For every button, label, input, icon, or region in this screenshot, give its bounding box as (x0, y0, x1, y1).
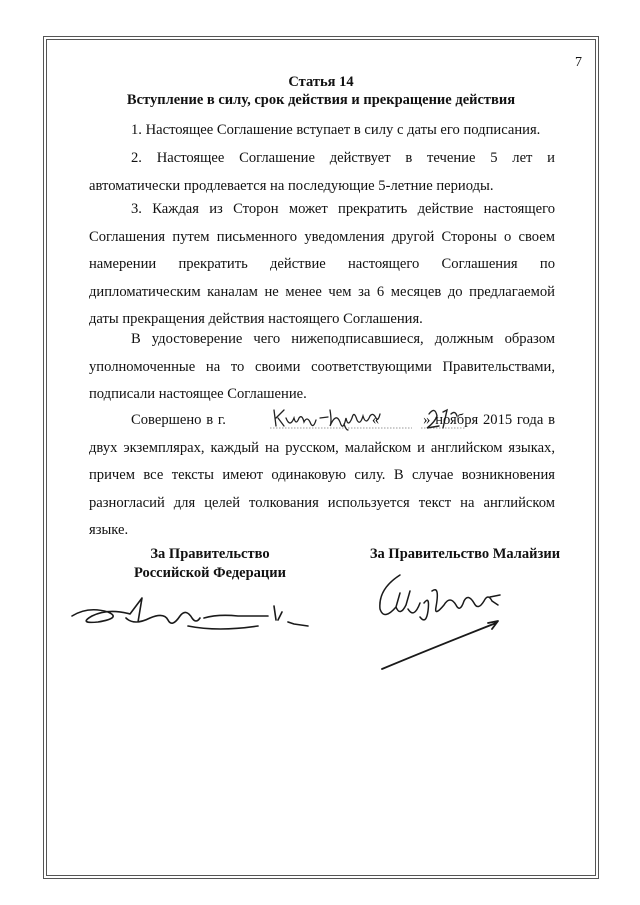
signing-prefix: Совершено в г. (131, 412, 226, 428)
article-title: Статья 14 (288, 74, 354, 90)
page-number: 7 (575, 55, 582, 70)
day-open-quote: « (371, 412, 380, 428)
paragraph-2: 2. Настоящее Соглашение действует в течение 5 лет и автоматически продлевается на последующие 5-летние периоды. (89, 150, 555, 194)
day-close-quote: » (423, 412, 431, 428)
paragraph-3: 3. Каждая из Сторон может прекратить действие настоящего Соглашения путем письменного уведомления другой Стороны о своем намерении прекратить действие настоящего Соглашения по дипломатическим каналам не менее чем за 6 месяцев до предлагаемой даты прекращения действия настоящего Соглашения. (89, 201, 555, 327)
signing-rest: ноября 2015 года в двух экземплярах, каждый на русском, малайском и английском языках, причем все тексты имеют одинаковую силу. В случае возникновения разногласий для целей толкования используется текст на английском языке. (89, 412, 555, 538)
paragraph-4: В удостоверение чего нижеподписавшиеся, должным образом уполномоченные на то своими соответствующими Правительствами, подписали настоящее Соглашение. (89, 331, 555, 402)
signatory-russia (110, 545, 310, 583)
signatory-russia-line2: Российской Федерации (133, 565, 286, 581)
signatory-malaysia: За Правительство Малайзии (369, 546, 561, 562)
article-subtitle: Вступление в силу, срок действия и прекращение действия (126, 92, 516, 108)
signature-russia (68, 592, 318, 642)
handwritten-day (379, 404, 423, 432)
signature-malaysia (370, 565, 520, 675)
signatory-russia-line1: За Правительство (150, 546, 270, 562)
paragraph-signing (89, 404, 555, 545)
paragraph-1: 1. Настоящее Соглашение вступает в силу с даты его подписания. (131, 122, 541, 138)
handwritten-place (228, 404, 370, 432)
